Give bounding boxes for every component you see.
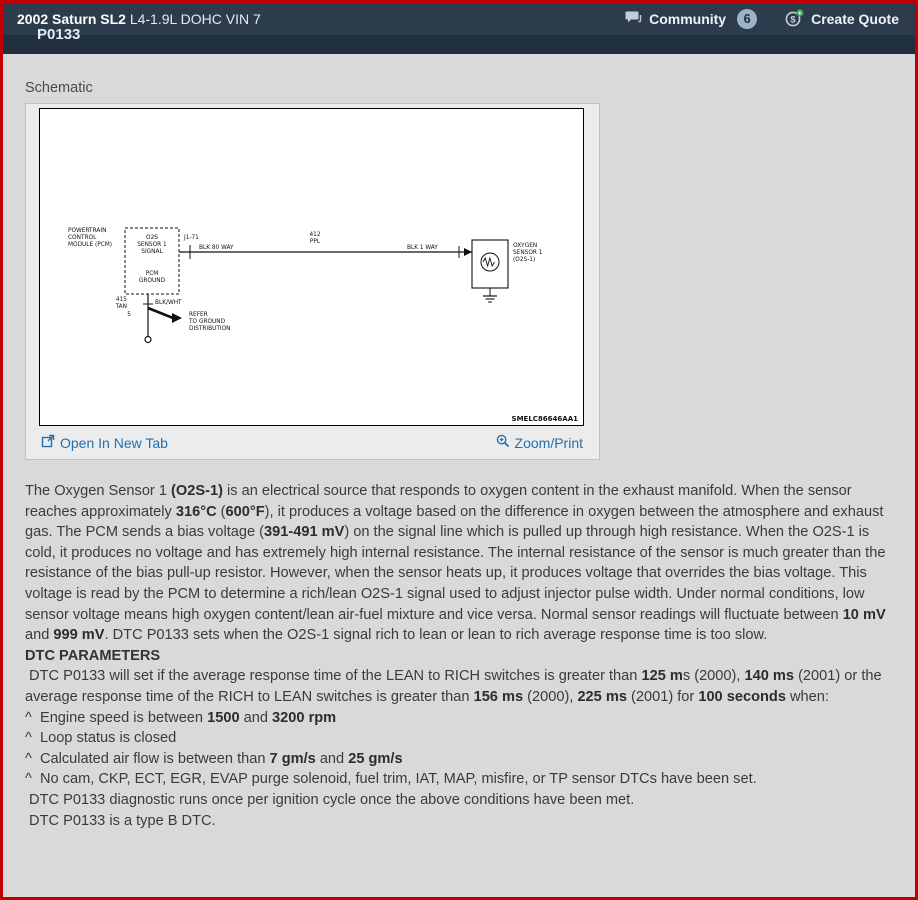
- svg-text:BLK/WHT: BLK/WHT: [155, 300, 182, 306]
- dtc-parameters-heading: DTC PARAMETERS: [25, 647, 161, 664]
- vehicle-engine: L4-1.9L DOHC VIN 7: [125, 11, 261, 27]
- svg-text:415: 415: [115, 297, 127, 303]
- dtc-condition-item: ^ Engine speed is between 1500 and 3200 rpm: [25, 709, 337, 726]
- svg-text:CONTROL: CONTROL: [68, 235, 97, 241]
- zoom-icon: [496, 434, 510, 451]
- dtc-intro-paragraph: DTC P0133 will set if the average response time of the LEAN to RICH switches is greater than 125 ms (2000), 140 ms (2001) or the average response time of the RICH to LEAN switches is greater than 156 ms (2000), 225 ms (2001) for 100 seconds when:: [25, 668, 882, 705]
- community-button[interactable]: [625, 9, 757, 29]
- svg-text:412: 412: [309, 232, 321, 238]
- svg-text:BLK 1 WAY: BLK 1 WAY: [407, 245, 438, 251]
- open-in-new-tab-label: Open In New Tab: [60, 434, 168, 451]
- svg-text:SIGNAL: SIGNAL: [141, 249, 163, 255]
- community-icon: [625, 10, 642, 28]
- svg-text:DISTRIBUTION: DISTRIBUTION: [189, 326, 231, 332]
- svg-text:J1-71: J1-71: [184, 235, 199, 241]
- vehicle-title: [17, 11, 261, 27]
- main-content: [3, 54, 915, 897]
- svg-text:PCM: PCM: [145, 271, 159, 277]
- vehicle-name: 2002 Saturn SL2: [17, 11, 126, 27]
- open-in-new-tab-icon: [41, 434, 55, 451]
- create-quote-label: Create Quote: [811, 11, 899, 27]
- svg-text:TAN: TAN: [115, 304, 127, 310]
- svg-text:TO GROUND: TO GROUND: [189, 319, 226, 325]
- diagram-border: [40, 109, 584, 426]
- svg-text:OXYGEN: OXYGEN: [513, 243, 538, 249]
- schematic-label: Schematic: [25, 80, 93, 96]
- topbar-actions: [625, 9, 899, 30]
- schematic-panel: [25, 103, 600, 460]
- schematic-footer: [39, 426, 585, 455]
- svg-text:GROUND: GROUND: [138, 278, 166, 284]
- section-header-strip: [3, 26, 915, 54]
- splice-terminal: [145, 337, 151, 343]
- closing-paragraph: DTC P0133 diagnostic runs once per ignition cycle once the above conditions have been met.: [25, 791, 635, 808]
- svg-text:PPL: PPL: [309, 239, 321, 245]
- article: [25, 481, 899, 831]
- svg-text:+: +: [797, 10, 802, 18]
- figure-code: SMELC86646AA1: [511, 415, 578, 423]
- intro-paragraph: The Oxygen Sensor 1 (O2S-1) is an electrical source that responds to oxygen content in the exhaust manifold. When the sensor reaches approximately 316°C (600°F), it produces a voltage based on the difference in oxygen between the atmosphere and exhaust gas. The PCM sends a bias voltage (391-491 mV) on the signal line which is pulled up through high resistance. When the O2S-1 is cold, it produces no voltage and has extremely high internal resistance. The internal resistance of the sensor is much greater than the resistance of the bias pull-up resistor. However, when the sensor heats up, it produces voltage that overrides the bias voltage. This voltage is read by the PCM to determine a rich/lean O2S-1 signal used to adjust injector pulse width. Under normal conditions, low sensor voltage means high oxygen content/lean air-fuel mixture and vice versa. Normal sensor readings will fluctuate between 10 mV and 999 mV. DTC P0133 sets when the O2S-1 signal rich to lean or lean to rich average response time is too slow.: [25, 483, 886, 644]
- create-quote-button[interactable]: [785, 9, 899, 30]
- zoom-print-link[interactable]: [496, 434, 583, 451]
- svg-text:5: 5: [127, 312, 131, 318]
- closing-paragraph-2: DTC P0133 is a type B DTC.: [25, 812, 216, 829]
- svg-text:(O2S-1): (O2S-1): [513, 257, 536, 263]
- svg-text:O2S: O2S: [146, 235, 158, 241]
- section-title-clipped: P0133: [37, 26, 81, 43]
- svg-text:BLK 80 WAY: BLK 80 WAY: [199, 245, 234, 251]
- svg-text:MODULE (PCM): MODULE (PCM): [68, 242, 113, 248]
- top-bar: [3, 3, 915, 35]
- wiring-diagram: [39, 108, 585, 426]
- dtc-condition-item: ^ No cam, CKP, ECT, EGR, EVAP purge solenoid, fuel trim, IAT, MAP, misfire, or TP sensor DTCs have been set.: [25, 771, 757, 788]
- community-count-badge: 6: [737, 9, 757, 29]
- svg-text:REFER: REFER: [189, 312, 208, 318]
- svg-text:SENSOR 1: SENSOR 1: [513, 250, 543, 256]
- svg-text:POWERTRAIN: POWERTRAIN: [68, 228, 107, 234]
- dtc-condition-item: ^ Loop status is closed: [25, 730, 177, 747]
- svg-text:$: $: [790, 13, 796, 25]
- zoom-print-label: Zoom/Print: [514, 434, 583, 451]
- community-label: Community: [649, 11, 727, 27]
- create-quote-icon: [785, 9, 804, 30]
- dtc-condition-item: ^ Calculated air flow is between than 7 gm/s and 25 gm/s: [25, 750, 403, 767]
- svg-text:SENSOR 1: SENSOR 1: [137, 242, 167, 248]
- open-in-new-tab-link[interactable]: [41, 434, 168, 451]
